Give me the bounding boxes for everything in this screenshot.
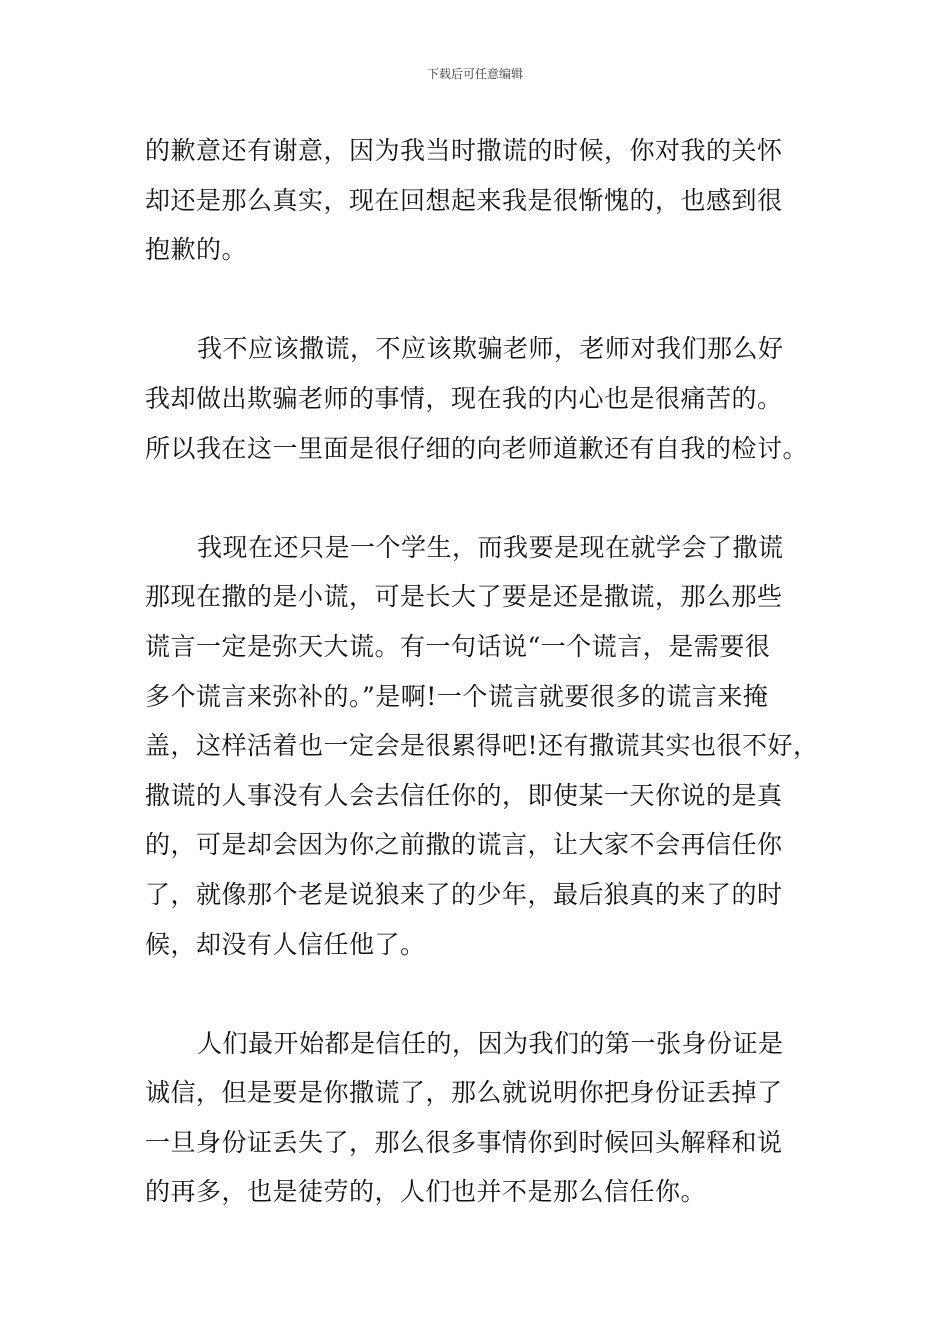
document-body <box>145 126 819 1217</box>
text-line: 我不应该撒谎，不应该欺骗老师，老师对我们那么好 <box>197 334 784 364</box>
text-line: 了，就像那个老是说狼来了的少年，最后狼真的来了的时 <box>145 879 783 909</box>
text-line: 却还是那么真实，现在回想起来我是很惭愧的，也感到很 <box>145 185 783 215</box>
text-line: 的歉意还有谢意，因为我当时撒谎的时候，你对我的关怀 <box>145 136 783 165</box>
paragraph-2 <box>145 324 810 473</box>
paragraph-gap <box>145 275 810 325</box>
text-line: 抱歉的。 <box>145 235 248 265</box>
paragraph-gap <box>145 473 810 523</box>
paragraph-1 <box>145 126 810 275</box>
text-line: 候，却没有人信任他了。 <box>145 929 426 959</box>
text-line: 我现在还只是一个学生，而我要是现在就学会了撒谎 <box>197 532 784 562</box>
text-line: 撒谎的人事没有人会去信任你的，即使某一天你说的是真 <box>145 780 783 810</box>
text-line: 我却做出欺骗老师的事情，现在我的内心也是很痛苦的。 <box>145 383 783 413</box>
text-line: 的，可是却会因为你之前撒的谎言，让大家不会再信任你 <box>145 830 783 860</box>
page-header: 下载后可任意编辑 <box>426 67 523 81</box>
paragraph-3 <box>145 523 819 969</box>
text-line: 谎言一定是弥天大谎。有一句话说“一个谎言，是需要很 <box>145 631 771 661</box>
text-line: 的再多，也是徒劳的，人们也并不是那么信任你。 <box>145 1177 707 1207</box>
text-line: 那现在撒的是小谎，可是长大了要是还是撒谎，那么那些 <box>145 582 783 612</box>
text-line: 诚信，但是要是你撒谎了，那么就说明你把身份证丢掉了 <box>145 1078 783 1108</box>
text-line: 一旦身份证丢失了，那么很多事情你到时候回头解释和说 <box>145 1127 783 1157</box>
paragraph-gap <box>145 969 810 1019</box>
text-line: 人们最开始都是信任的，因为我们的第一张身份证是 <box>197 1028 784 1058</box>
text-line: 盖，这样活着也一定会是很累得吧!还有撒谎其实也很不好， <box>145 731 819 761</box>
text-line: 所以我在这一里面是很仔细的向老师道歉还有自我的检讨。 <box>145 433 809 463</box>
paragraph-4 <box>145 1019 810 1217</box>
text-line: 多个谎言来弥补的。”是啊!一个谎言就要很多的谎言来掩 <box>145 681 769 711</box>
